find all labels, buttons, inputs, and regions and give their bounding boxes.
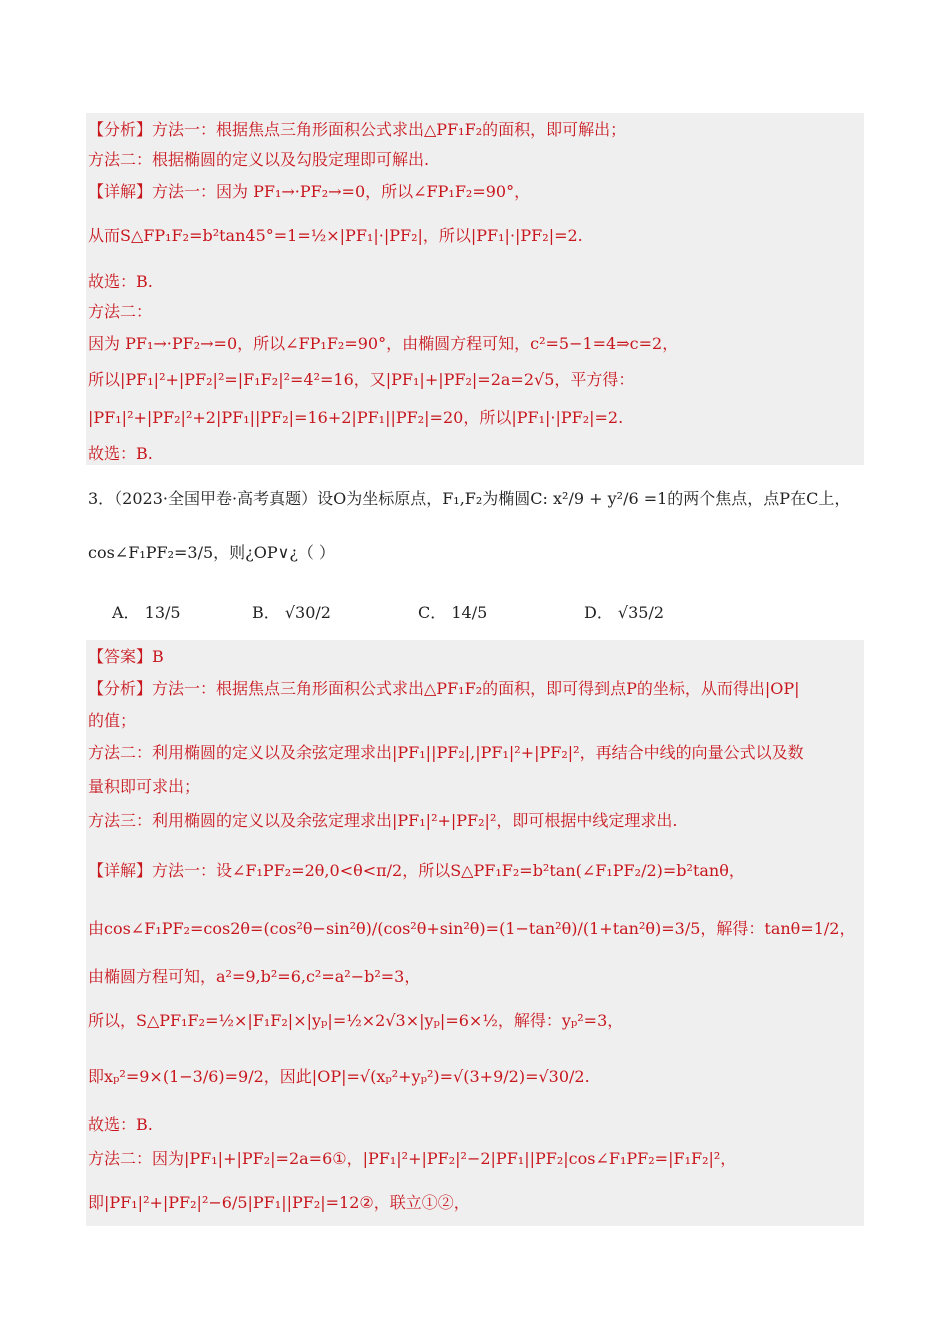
formula-line: 所以，S△PF₁F₂=½×|F₁F₂|×|yₚ|=½×2√3×|yₚ|=6×½，解得：yₚ²=3， [88, 1011, 624, 1030]
option-a: A． 13/5 [112, 603, 181, 622]
method-line: 方法二： [88, 302, 153, 321]
formula-line: 由cos∠F₁PF₂=cos2θ=(cos²θ−sin²θ)/(cos²θ+sin²θ)=(1−tan²θ)/(1+tan²θ)=3/5，解得：tanθ=1/2， [88, 919, 856, 938]
option-b: B． √30/2 [252, 603, 331, 622]
option-d: D． √35/2 [584, 603, 665, 622]
detail-line: 【详解】方法一：设∠F₁PF₂=2θ,0<θ<π/2，所以S△PF₁F₂=b²tan(∠F₁PF₂/2)=b²tanθ， [88, 861, 745, 880]
option-c: C． 14/5 [418, 603, 488, 622]
method-line: 方法三：利用椭圆的定义以及余弦定理求出|PF₁|²+|PF₂|²，即可根据中线定理求出. [88, 811, 678, 830]
analysis-line: 【分析】方法一：根据焦点三角形面积公式求出△PF₁F₂的面积，即可解出； [88, 120, 627, 139]
detail-line: 【详解】方法一：因为 PF₁→·PF₂→=0，所以∠FP₁F₂=90°， [88, 182, 531, 201]
formula-line: |PF₁|²+|PF₂|²+2|PF₁||PF₂|=16+2|PF₁||PF₂|=20，所以|PF₁|·|PF₂|=2. [88, 408, 624, 427]
solution-block-1 [86, 113, 864, 465]
answer-label: 【答案】B [88, 647, 164, 666]
formula-line: 所以|PF₁|²+|PF₂|²=|F₁F₂|²=4²=16，又|PF₁|+|PF₂|=2a=2√5，平方得： [88, 370, 635, 389]
question-stem: 3．（2023·全国甲卷·高考真题）设O为坐标原点，F₁,F₂为椭圆C: x²/9 + y²/6 =1的两个焦点，点P在C上， [88, 489, 851, 508]
formula-line: 即xₚ²=9×(1−3/6)=9/2，因此|OP|=√(xₚ²+yₚ²)=√(3+9/2)=√30/2. [88, 1067, 590, 1086]
analysis-line: 的值； [88, 711, 137, 730]
formula-line: 从而S△FP₁F₂=b²tan45°=1=½×|PF₁|·|PF₂|，所以|PF₁|·|PF₂|=2. [88, 226, 583, 245]
answer-line: 故选：B. [88, 444, 153, 463]
method-line: 量积即可求出； [88, 777, 201, 796]
formula-line: 由椭圆方程可知，a²=9,b²=6,c²=a²−b²=3， [88, 967, 421, 986]
options-row [112, 600, 812, 624]
method-line: 方法二：因为|PF₁|+|PF₂|=2a=6①，|PF₁|²+|PF₂|²−2|PF₁||PF₂|cos∠F₁PF₂=|F₁F₂|²， [88, 1149, 737, 1168]
formula-line: 即|PF₁|²+|PF₂|²−6/5|PF₁||PF₂|=12②，联立①②， [88, 1193, 470, 1212]
answer-line: 故选：B. [88, 1115, 153, 1134]
solution-block-2 [86, 640, 864, 1226]
answer-line: 故选：B. [88, 272, 153, 291]
method-line: 方法二：利用椭圆的定义以及余弦定理求出|PF₁||PF₂|,|PF₁|²+|PF₂|²，再结合中线的向量公式以及数 [88, 743, 804, 762]
question-stem: cos∠F₁PF₂=3/5，则¿OP∨¿（ ） [88, 543, 336, 562]
analysis-line: 【分析】方法一：根据焦点三角形面积公式求出△PF₁F₂的面积，即可得到点P的坐标，从而得出|OP| [88, 679, 800, 698]
formula-line: 因为 PF₁→·PF₂→=0，所以∠FP₁F₂=90°，由椭圆方程可知，c²=5−1=4⇒c=2， [88, 334, 679, 353]
method-line: 方法二：根据椭圆的定义以及勾股定理即可解出. [88, 150, 430, 169]
